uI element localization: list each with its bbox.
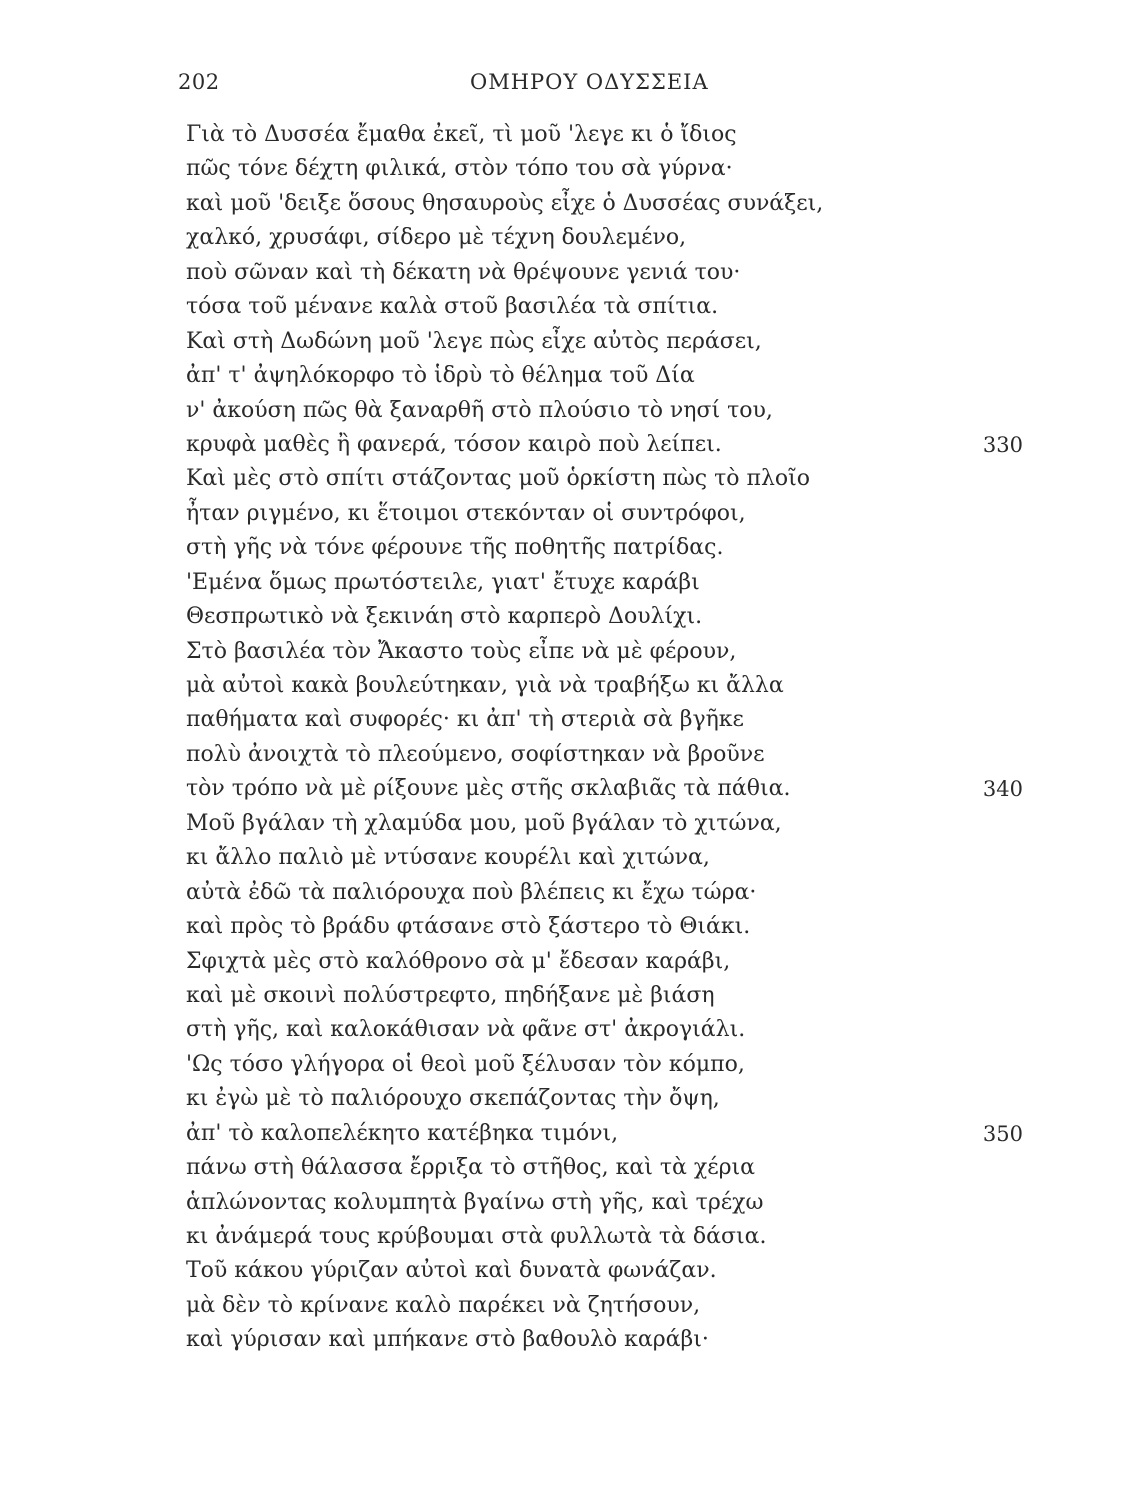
verse-line: ἀπ' τὸ καλοπελέκητο κατέβηκα τιμόνι, <box>186 1120 619 1146</box>
verse-line: τόσα τοῦ μένανε καλὰ στοῦ βασιλέα τὰ σπίτια. <box>186 294 719 320</box>
verse-line: καὶ μοῦ 'δειξε ὅσους θησαυροὺς εἶχε ὁ Δυσσέας συνάξει, <box>186 190 824 216</box>
verse-line: στὴ γῆς, καὶ καλοκάθισαν νὰ φᾶνε στ' ἀκρογιάλι. <box>186 1017 746 1043</box>
verse-line: καὶ μὲ σκοινὶ πολύστρεφτο, πηδήξανε μὲ βιάση <box>186 982 715 1008</box>
verse-line: πολὺ ἀνοιχτὰ τὸ πλεούμενο, σοφίστηκαν νὰ βροῦνε <box>186 741 765 767</box>
verse-line: ποὺ σῶναν καὶ τὴ δέκατη νὰ θρέψουνε γενιά του· <box>186 259 741 285</box>
verse-line: Γιὰ τὸ Δυσσέα ἔμαθα ἐκεῖ, τὶ μοῦ 'λεγε κι ὁ ἴδιος <box>186 122 737 147</box>
line-number-330: 330 <box>982 433 1023 457</box>
verse-line: Καὶ μὲς στὸ σπίτι στάζοντας μοῦ ὁρκίστη πὼς τὸ πλοῖο <box>186 466 811 492</box>
line-number-340: 340 <box>982 777 1023 801</box>
verse-line: Σφιχτὰ μὲς στὸ καλόθρονο σὰ μ' ἔδεσαν καράβι, <box>186 948 731 974</box>
verse-line: ἁπλώνοντας κολυμπητὰ βγαίνω στὴ γῆς, καὶ τρέχω <box>186 1189 764 1215</box>
verse-line: μὰ αὐτοὶ κακὰ βουλεύτηκαν, γιὰ νὰ τραβήξω κι ἄλλα <box>186 673 784 698</box>
verse-line: ν' ἀκούση πῶς θὰ ξαναρθῆ στὸ πλούσιο τὸ νησί του, <box>186 397 773 423</box>
verse-line: Μοῦ βγάλαν τὴ χλαμύδα μου, μοῦ βγάλαν τὸ χιτώνα, <box>186 810 782 836</box>
verse-line: ἀπ' τ' ἀψηλόκορφο τὸ ἱδρὺ τὸ θέλημα τοῦ Δία <box>186 363 695 389</box>
verse-line: χαλκό, χρυσάφι, σίδερο μὲ τέχνη δουλεμένο, <box>186 225 687 251</box>
verse-line: πῶς τόνε δέχτη φιλικά, στὸν τόπο του σὰ γύρνα· <box>186 156 733 182</box>
verse-line: 'Εμένα ὅμως πρωτόστειλε, γιατ' ἔτυχε καράβι <box>186 569 700 595</box>
verse-line: ἦταν ριγμένο, κι ἕτοιμοι στεκόνταν οἱ συντρόφοι, <box>186 500 746 526</box>
verse-line: στὴ γῆς νὰ τόνε φέρουνε τῆς ποθητῆς πατρίδας. <box>186 535 724 561</box>
verse-line: καὶ γύρισαν καὶ μπήκανε στὸ βαθουλὸ καράβι· <box>186 1327 709 1353</box>
line-number-350: 350 <box>982 1122 1023 1146</box>
verse-block <box>186 118 886 1358</box>
verse-line: Στὸ βασιλέα τὸν Ἄκαστο τοὺς εἶπε νὰ μὲ φέρουν, <box>186 638 737 664</box>
verse-line: πάνω στὴ θάλασσα ἔρριξα τὸ στῆθος, καὶ τὰ χέρια <box>186 1155 756 1181</box>
verse-line: καὶ πρὸς τὸ βράδυ φτάσανε στὸ ξάστερο τὸ Θιάκι. <box>186 914 751 940</box>
running-title: ΟΜΗΡΟΥ ΟΔΥΣΣΕΙΑ <box>470 70 709 94</box>
verse-line: 'Ως τόσο γλήγορα οἱ θεοὶ μοῦ ξέλυσαν τὸν κόμπο, <box>186 1051 745 1077</box>
verse-line: τὸν τρόπο νὰ μὲ ρίξουνε μὲς στῆς σκλαβιᾶς τὰ πάθια. <box>186 776 791 802</box>
verse-line: κρυφὰ μαθὲς ἢ φανερά, τόσον καιρὸ ποὺ λείπει. <box>186 431 722 457</box>
verse-line: κι ἀνάμερά τους κρύβουμαι στὰ φυλλωτὰ τὰ δάσια. <box>186 1224 767 1249</box>
page-number: 202 <box>178 70 220 94</box>
verse-line: Καὶ στὴ Δωδώνη μοῦ 'λεγε πὼς εἶχε αὐτὸς περάσει, <box>186 328 762 354</box>
verse-line: αὐτὰ ἐδῶ τὰ παλιόρουχα ποὺ βλέπεις κι ἔχω τώρα· <box>186 879 757 905</box>
verse-line: Τοῦ κάκου γύριζαν αὐτοὶ καὶ δυνατὰ φωνάζαν. <box>186 1258 717 1284</box>
verse-line: παθήματα καὶ συφορές· κι ἀπ' τὴ στεριὰ σὰ βγῆκε <box>186 707 744 733</box>
verse-line: Θεσπρωτικὸ νὰ ξεκινάη στὸ καρπερὸ Δουλίχι. <box>186 604 703 630</box>
verse-line: κι ἄλλο παλιὸ μὲ ντύσανε κουρέλι καὶ χιτώνα, <box>186 845 710 871</box>
verse-line: κι ἐγὼ μὲ τὸ παλιόρουχο σκεπάζοντας τὴν ὄψη, <box>186 1086 720 1112</box>
verse-line: μὰ δὲν τὸ κρίνανε καλὸ παρέκει νὰ ζητήσουν, <box>186 1292 701 1318</box>
